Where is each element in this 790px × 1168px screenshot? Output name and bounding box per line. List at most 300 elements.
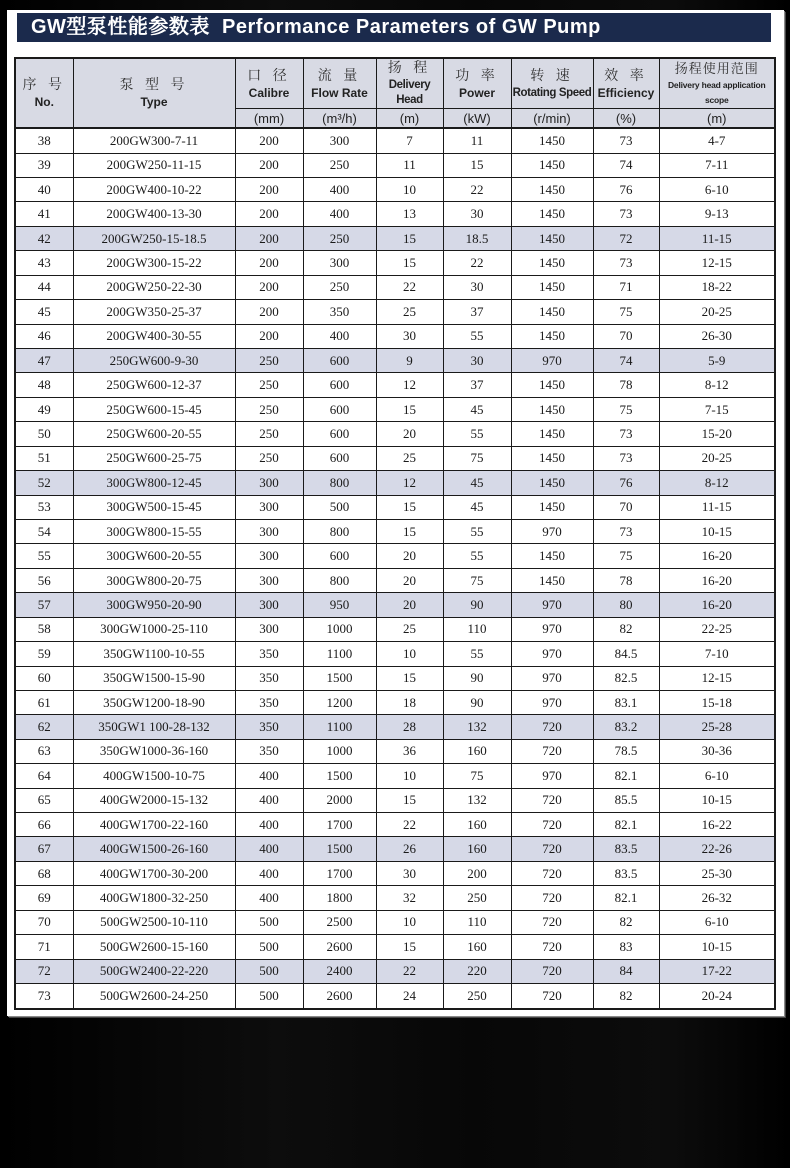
cell-type: 300GW1000-25-110: [73, 617, 235, 641]
cell-power: 15: [443, 153, 511, 177]
cell-efficiency: 84: [593, 959, 659, 983]
cell-scope: 10-15: [659, 519, 775, 543]
cell-no: 67: [15, 837, 73, 861]
cell-efficiency: 72: [593, 226, 659, 250]
unit-calibre: (mm): [235, 109, 303, 129]
cell-speed: 1450: [511, 324, 593, 348]
cell-efficiency: 83.1: [593, 690, 659, 714]
cell-power: 110: [443, 910, 511, 934]
cell-flow: 600: [303, 422, 376, 446]
cell-calibre: 250: [235, 446, 303, 470]
cell-power: 30: [443, 275, 511, 299]
table-row: [15, 568, 775, 592]
cell-no: 69: [15, 886, 73, 910]
cell-head: 22: [376, 959, 443, 983]
cell-power: 90: [443, 666, 511, 690]
column-header-delivery-head-zh: 扬 程: [387, 61, 432, 76]
cell-head: 15: [376, 519, 443, 543]
cell-no: 44: [15, 275, 73, 299]
cell-no: 68: [15, 861, 73, 885]
cell-efficiency: 83.5: [593, 837, 659, 861]
cell-head: 25: [376, 300, 443, 324]
cell-power: 55: [443, 544, 511, 568]
cell-head: 7: [376, 128, 443, 153]
cell-scope: 16-20: [659, 593, 775, 617]
cell-head: 15: [376, 495, 443, 519]
cell-scope: 16-20: [659, 568, 775, 592]
cell-scope: 6-10: [659, 910, 775, 934]
cell-flow: 2600: [303, 935, 376, 959]
cell-type: 250GW600-12-37: [73, 373, 235, 397]
cell-flow: 600: [303, 544, 376, 568]
table-row: [15, 959, 775, 983]
cell-speed: 720: [511, 715, 593, 739]
cell-no: 65: [15, 788, 73, 812]
cell-efficiency: 82: [593, 617, 659, 641]
cell-type: 250GW600-15-45: [73, 397, 235, 421]
table-row: [15, 153, 775, 177]
table-row: [15, 495, 775, 519]
cell-speed: 720: [511, 861, 593, 885]
cell-calibre: 200: [235, 128, 303, 153]
column-header-scope: [659, 58, 775, 109]
cell-power: 250: [443, 886, 511, 910]
cell-no: 46: [15, 324, 73, 348]
column-header-scope-en: Delivery head application scope: [667, 80, 766, 105]
cell-scope: 20-25: [659, 300, 775, 324]
cell-calibre: 500: [235, 983, 303, 1009]
cell-type: 300GW950-20-90: [73, 593, 235, 617]
cell-flow: 250: [303, 153, 376, 177]
cell-flow: 1000: [303, 617, 376, 641]
cell-power: 75: [443, 568, 511, 592]
cell-no: 48: [15, 373, 73, 397]
table-row: [15, 739, 775, 763]
cell-power: 55: [443, 519, 511, 543]
cell-power: 160: [443, 837, 511, 861]
cell-scope: 20-24: [659, 983, 775, 1009]
cell-no: 64: [15, 764, 73, 788]
cell-speed: 1450: [511, 446, 593, 470]
cell-type: 500GW2600-24-250: [73, 983, 235, 1009]
cell-calibre: 500: [235, 935, 303, 959]
column-header-type: [73, 58, 235, 128]
cell-no: 73: [15, 983, 73, 1009]
cell-power: 90: [443, 593, 511, 617]
cell-speed: 970: [511, 519, 593, 543]
cell-scope: 30-36: [659, 739, 775, 763]
unit-efficiency: (%): [593, 109, 659, 129]
column-header-efficiency-en: Efficiency: [597, 85, 655, 100]
cell-efficiency: 82: [593, 983, 659, 1009]
table-row: [15, 373, 775, 397]
cell-scope: 9-13: [659, 202, 775, 226]
cell-scope: 6-10: [659, 178, 775, 202]
column-header-no: [15, 58, 73, 128]
cell-speed: 1450: [511, 471, 593, 495]
cell-efficiency: 73: [593, 446, 659, 470]
cell-flow: 1500: [303, 837, 376, 861]
cell-efficiency: 75: [593, 300, 659, 324]
cell-scope: 16-20: [659, 544, 775, 568]
cell-power: 30: [443, 202, 511, 226]
cell-efficiency: 73: [593, 422, 659, 446]
pump-parameters-table: [14, 57, 776, 1010]
cell-power: 18.5: [443, 226, 511, 250]
cell-head: 30: [376, 861, 443, 885]
cell-calibre: 300: [235, 617, 303, 641]
unit-flow-rate: (m³/h): [303, 109, 376, 129]
column-header-no-zh: 序 号: [22, 78, 66, 93]
cell-no: 51: [15, 446, 73, 470]
column-header-type-en: Type: [140, 95, 168, 109]
cell-type: 400GW1800-32-250: [73, 886, 235, 910]
cell-type: 350GW1000-36-160: [73, 739, 235, 763]
column-header-flow-rate-zh: 流 量: [317, 68, 362, 84]
cell-head: 15: [376, 666, 443, 690]
table-row: [15, 471, 775, 495]
column-header-efficiency: [593, 58, 659, 109]
cell-no: 60: [15, 666, 73, 690]
table-row: [15, 226, 775, 250]
cell-speed: 720: [511, 788, 593, 812]
cell-flow: 250: [303, 226, 376, 250]
cell-speed: 970: [511, 690, 593, 714]
cell-type: 400GW2000-15-132: [73, 788, 235, 812]
cell-head: 12: [376, 373, 443, 397]
cell-scope: 22-25: [659, 617, 775, 641]
cell-power: 220: [443, 959, 511, 983]
cell-power: 160: [443, 739, 511, 763]
cell-head: 13: [376, 202, 443, 226]
cell-efficiency: 78.5: [593, 739, 659, 763]
table-row: [15, 324, 775, 348]
cell-efficiency: 70: [593, 324, 659, 348]
cell-calibre: 350: [235, 642, 303, 666]
cell-speed: 970: [511, 666, 593, 690]
table-row: [15, 764, 775, 788]
column-header-delivery-head: [376, 58, 443, 109]
cell-calibre: 300: [235, 568, 303, 592]
cell-no: 66: [15, 813, 73, 837]
cell-no: 49: [15, 397, 73, 421]
cell-calibre: 200: [235, 251, 303, 275]
cell-efficiency: 74: [593, 349, 659, 373]
table-row: [15, 690, 775, 714]
cell-flow: 600: [303, 349, 376, 373]
column-header-calibre-en: Calibre: [248, 85, 290, 100]
cell-calibre: 400: [235, 837, 303, 861]
cell-speed: 1450: [511, 153, 593, 177]
cell-calibre: 200: [235, 300, 303, 324]
cell-no: 40: [15, 178, 73, 202]
cell-efficiency: 76: [593, 471, 659, 495]
page-title: GW型泵性能参数表 Performance Parameters of GW Pump: [17, 13, 771, 42]
cell-speed: 720: [511, 959, 593, 983]
cell-type: 300GW500-15-45: [73, 495, 235, 519]
cell-flow: 1700: [303, 813, 376, 837]
cell-type: 400GW1700-22-160: [73, 813, 235, 837]
cell-flow: 350: [303, 300, 376, 324]
column-header-scope-zh: 扬程使用范围: [674, 61, 759, 76]
cell-efficiency: 73: [593, 251, 659, 275]
cell-speed: 1450: [511, 373, 593, 397]
cell-no: 39: [15, 153, 73, 177]
cell-scope: 10-15: [659, 935, 775, 959]
cell-head: 20: [376, 544, 443, 568]
cell-flow: 2500: [303, 910, 376, 934]
cell-scope: 10-15: [659, 788, 775, 812]
cell-scope: 12-15: [659, 251, 775, 275]
cell-head: 30: [376, 324, 443, 348]
cell-calibre: 200: [235, 226, 303, 250]
cell-power: 22: [443, 178, 511, 202]
cell-efficiency: 78: [593, 373, 659, 397]
cell-flow: 800: [303, 568, 376, 592]
cell-speed: 1450: [511, 568, 593, 592]
cell-flow: 400: [303, 324, 376, 348]
cell-head: 10: [376, 910, 443, 934]
cell-head: 11: [376, 153, 443, 177]
cell-scope: 7-10: [659, 642, 775, 666]
table-row: [15, 422, 775, 446]
cell-type: 250GW600-9-30: [73, 349, 235, 373]
cell-efficiency: 71: [593, 275, 659, 299]
cell-calibre: 250: [235, 422, 303, 446]
cell-no: 72: [15, 959, 73, 983]
cell-calibre: 300: [235, 544, 303, 568]
column-header-flow-rate: [303, 58, 376, 109]
column-header-rotating-speed: [511, 58, 593, 109]
unit-power: (kW): [443, 109, 511, 129]
cell-flow: 600: [303, 446, 376, 470]
table-row: [15, 544, 775, 568]
cell-speed: 1450: [511, 275, 593, 299]
cell-type: 200GW400-30-55: [73, 324, 235, 348]
cell-calibre: 500: [235, 959, 303, 983]
cell-flow: 800: [303, 471, 376, 495]
cell-head: 10: [376, 764, 443, 788]
cell-type: 500GW2500-10-110: [73, 910, 235, 934]
cell-speed: 1450: [511, 300, 593, 324]
cell-efficiency: 78: [593, 568, 659, 592]
cell-flow: 1700: [303, 861, 376, 885]
cell-calibre: 200: [235, 275, 303, 299]
cell-type: 350GW1100-10-55: [73, 642, 235, 666]
cell-flow: 950: [303, 593, 376, 617]
cell-speed: 970: [511, 617, 593, 641]
cell-no: 47: [15, 349, 73, 373]
cell-scope: 15-18: [659, 690, 775, 714]
cell-speed: 1450: [511, 251, 593, 275]
cell-calibre: 200: [235, 324, 303, 348]
cell-power: 22: [443, 251, 511, 275]
cell-efficiency: 76: [593, 178, 659, 202]
cell-scope: 7-11: [659, 153, 775, 177]
cell-calibre: 350: [235, 690, 303, 714]
cell-power: 45: [443, 397, 511, 421]
table-row: [15, 837, 775, 861]
cell-power: 55: [443, 422, 511, 446]
cell-flow: 1200: [303, 690, 376, 714]
content-card: [7, 10, 784, 1016]
cell-flow: 2400: [303, 959, 376, 983]
cell-scope: 18-22: [659, 275, 775, 299]
cell-flow: 1800: [303, 886, 376, 910]
cell-head: 15: [376, 226, 443, 250]
column-header-rotating-speed-zh: 转 速: [530, 68, 574, 84]
table-row: [15, 983, 775, 1009]
cell-power: 45: [443, 471, 511, 495]
cell-type: 300GW800-20-75: [73, 568, 235, 592]
cell-flow: 300: [303, 128, 376, 153]
cell-efficiency: 74: [593, 153, 659, 177]
cell-flow: 600: [303, 373, 376, 397]
cell-calibre: 250: [235, 397, 303, 421]
column-header-type-zh: 泵 型 号: [119, 78, 189, 93]
cell-no: 54: [15, 519, 73, 543]
cell-efficiency: 84.5: [593, 642, 659, 666]
table-row: [15, 813, 775, 837]
cell-power: 132: [443, 715, 511, 739]
cell-speed: 1450: [511, 544, 593, 568]
cell-flow: 300: [303, 251, 376, 275]
cell-calibre: 300: [235, 471, 303, 495]
cell-power: 11: [443, 128, 511, 153]
cell-speed: 1450: [511, 397, 593, 421]
cell-efficiency: 73: [593, 519, 659, 543]
cell-flow: 1500: [303, 666, 376, 690]
cell-power: 75: [443, 446, 511, 470]
cell-efficiency: 75: [593, 544, 659, 568]
cell-power: 200: [443, 861, 511, 885]
cell-head: 22: [376, 275, 443, 299]
cell-scope: 25-28: [659, 715, 775, 739]
column-header-power-en: Power: [458, 85, 495, 100]
cell-calibre: 350: [235, 715, 303, 739]
unit-rotating-speed: (r/min): [511, 109, 593, 129]
cell-type: 500GW2600-15-160: [73, 935, 235, 959]
cell-head: 9: [376, 349, 443, 373]
table-row: [15, 275, 775, 299]
cell-efficiency: 82.1: [593, 886, 659, 910]
cell-speed: 720: [511, 935, 593, 959]
cell-type: 200GW250-15-18.5: [73, 226, 235, 250]
cell-type: 400GW1500-26-160: [73, 837, 235, 861]
cell-speed: 970: [511, 642, 593, 666]
cell-efficiency: 73: [593, 202, 659, 226]
cell-calibre: 200: [235, 202, 303, 226]
cell-head: 15: [376, 251, 443, 275]
cell-no: 61: [15, 690, 73, 714]
cell-efficiency: 75: [593, 397, 659, 421]
cell-efficiency: 70: [593, 495, 659, 519]
cell-scope: 20-25: [659, 446, 775, 470]
cell-scope: 15-20: [659, 422, 775, 446]
cell-flow: 1000: [303, 739, 376, 763]
cell-head: 10: [376, 178, 443, 202]
cell-head: 36: [376, 739, 443, 763]
cell-scope: 11-15: [659, 495, 775, 519]
cell-head: 20: [376, 593, 443, 617]
cell-speed: 1450: [511, 226, 593, 250]
cell-no: 38: [15, 128, 73, 153]
cell-type: 200GW300-7-11: [73, 128, 235, 153]
cell-head: 15: [376, 788, 443, 812]
cell-scope: 17-22: [659, 959, 775, 983]
cell-calibre: 500: [235, 910, 303, 934]
cell-type: 200GW400-10-22: [73, 178, 235, 202]
cell-type: 250GW600-20-55: [73, 422, 235, 446]
column-header-no-en: No.: [34, 95, 54, 109]
cell-power: 30: [443, 349, 511, 373]
column-header-rotating-speed-en: Rotating Speed: [512, 86, 592, 99]
cell-scope: 26-32: [659, 886, 775, 910]
cell-flow: 1500: [303, 764, 376, 788]
cell-speed: 720: [511, 837, 593, 861]
cell-scope: 4-7: [659, 128, 775, 153]
cell-type: 200GW400-13-30: [73, 202, 235, 226]
cell-efficiency: 82: [593, 910, 659, 934]
cell-type: 350GW1 100-28-132: [73, 715, 235, 739]
cell-efficiency: 73: [593, 128, 659, 153]
cell-flow: 1100: [303, 715, 376, 739]
cell-head: 18: [376, 690, 443, 714]
cell-calibre: 400: [235, 886, 303, 910]
cell-head: 26: [376, 837, 443, 861]
cell-calibre: 300: [235, 593, 303, 617]
cell-speed: 720: [511, 886, 593, 910]
cell-power: 45: [443, 495, 511, 519]
cell-no: 58: [15, 617, 73, 641]
table-row: [15, 861, 775, 885]
cell-head: 25: [376, 446, 443, 470]
table-row: [15, 446, 775, 470]
cell-power: 132: [443, 788, 511, 812]
cell-flow: 250: [303, 275, 376, 299]
column-header-power-zh: 功 率: [455, 68, 499, 84]
cell-power: 90: [443, 690, 511, 714]
column-header-delivery-head-en: Delivery Head: [388, 79, 431, 106]
cell-no: 63: [15, 739, 73, 763]
cell-speed: 1450: [511, 422, 593, 446]
cell-power: 37: [443, 373, 511, 397]
cell-calibre: 350: [235, 739, 303, 763]
table-row: [15, 397, 775, 421]
cell-scope: 25-30: [659, 861, 775, 885]
cell-type: 200GW350-25-37: [73, 300, 235, 324]
cell-speed: 720: [511, 983, 593, 1009]
cell-calibre: 300: [235, 495, 303, 519]
table-row: [15, 642, 775, 666]
cell-flow: 2000: [303, 788, 376, 812]
column-header-calibre: [235, 58, 303, 109]
cell-speed: 720: [511, 739, 593, 763]
cell-flow: 400: [303, 178, 376, 202]
cell-speed: 720: [511, 910, 593, 934]
cell-calibre: 400: [235, 764, 303, 788]
cell-type: 250GW600-25-75: [73, 446, 235, 470]
cell-efficiency: 85.5: [593, 788, 659, 812]
cell-speed: 970: [511, 764, 593, 788]
table-row: [15, 128, 775, 153]
cell-calibre: 400: [235, 813, 303, 837]
cell-scope: 7-15: [659, 397, 775, 421]
cell-type: 400GW1700-30-200: [73, 861, 235, 885]
cell-head: 22: [376, 813, 443, 837]
cell-head: 24: [376, 983, 443, 1009]
cell-power: 37: [443, 300, 511, 324]
